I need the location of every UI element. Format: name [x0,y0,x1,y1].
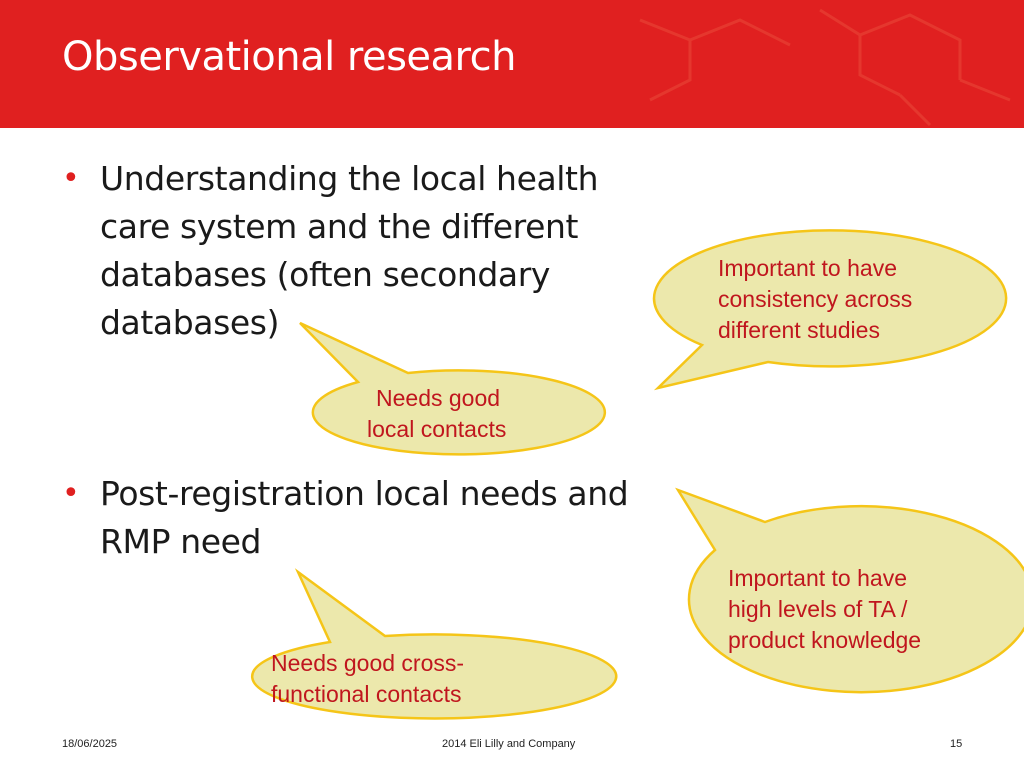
slide-title: Observational research [62,34,516,80]
footer-date: 18/06/2025 [62,738,118,750]
footer-page-number: 15 [950,738,963,750]
footer-company: 2014 Eli Lilly and Company [442,738,576,750]
bullet-line: care system and the different [100,207,579,246]
bullet-line: databases) [100,303,280,342]
bullet-line: databases (often secondary [100,255,551,294]
callout-text-local-contacts: Needs good local contacts [367,385,507,442]
bullet-line: RMP need [100,522,262,561]
bullet-icon: • [62,476,80,511]
bullet-line: Understanding the local health [100,159,599,198]
callout-text-consistency: Important to have consistency across different studies [718,255,913,343]
bullet-line: Post-registration local needs and [100,474,629,513]
callout-text-cross-functional: Needs good cross- functional contacts [271,650,465,707]
bullet-icon: • [62,161,80,196]
callout-text-ta-knowledge: Important to have high levels of TA / product knowledge [728,565,922,653]
